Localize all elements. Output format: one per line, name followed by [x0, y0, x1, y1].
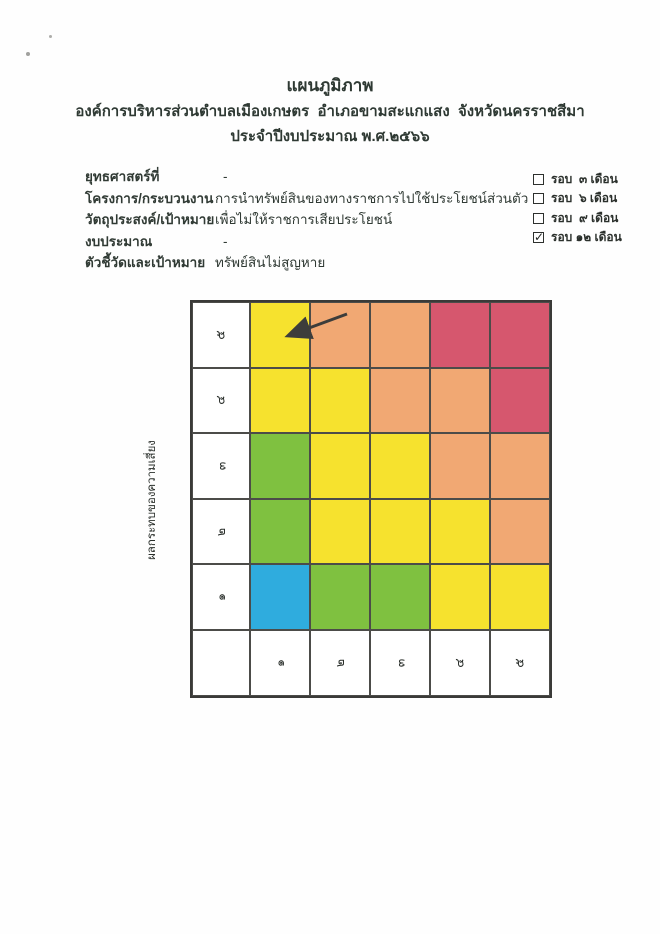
- x-axis-tick-cell: [250, 630, 310, 696]
- matrix-cell: [490, 302, 550, 368]
- checkbox-row: [533, 228, 622, 247]
- matrix-cell: [370, 368, 430, 434]
- matrix-cell: [250, 499, 310, 565]
- matrix-cell: [430, 564, 490, 630]
- matrix-cell: [370, 302, 430, 368]
- field-value: การนำทรัพย์สินของทางราชการไปใช้ประโยชน์ส่วนตัว: [215, 190, 529, 206]
- title-line-1: แผนภูมิภาพ: [286, 76, 374, 95]
- field-value: เพื่อไม่ให้ราชการเสียประโยชน์: [215, 212, 393, 227]
- scan-speck: [26, 52, 30, 56]
- matrix-cell: [250, 368, 310, 434]
- risk-matrix-grid: [190, 300, 552, 698]
- matrix-cell: [490, 433, 550, 499]
- axis-tick-label: ๑: [273, 659, 287, 667]
- field-value: -: [223, 169, 228, 184]
- axis-tick-label: ๔: [214, 395, 228, 406]
- matrix-cell: [310, 564, 370, 630]
- matrix-cell: [430, 433, 490, 499]
- checkbox-row: [533, 189, 622, 208]
- matrix-cell: [310, 499, 370, 565]
- field-value: -: [223, 233, 228, 249]
- axis-tick-label: ๒: [214, 527, 228, 536]
- matrix-cell: [490, 499, 550, 565]
- y-axis-tick-cell: [192, 302, 250, 368]
- y-axis-tick-cell: [192, 368, 250, 434]
- axis-tick-label: ๒: [333, 658, 347, 668]
- matrix-cell: [370, 433, 430, 499]
- matrix-cell: [370, 499, 430, 565]
- matrix-cell: [250, 564, 310, 630]
- checkbox-label: รอบ ๙ เดือน: [551, 210, 619, 225]
- field-indicator: [85, 252, 525, 274]
- matrix-cell: [430, 302, 490, 368]
- y-axis-tick-cell: [192, 499, 250, 565]
- field-strategy: [85, 166, 525, 188]
- title-line-3: ประจำปีงบประมาณ พ.ศ.๒๕๖๖: [230, 128, 430, 145]
- field-budget: [85, 231, 525, 253]
- axis-tick-label: ๑: [214, 593, 228, 602]
- axis-tick-label: ๓: [392, 658, 407, 668]
- y-axis-tick-cell: [192, 433, 250, 499]
- matrix-cell: [430, 499, 490, 565]
- field-value: ทรัพย์สินไม่สูญหาย: [215, 255, 326, 270]
- x-axis-tick-cell: [490, 630, 550, 696]
- matrix-cell: [310, 302, 370, 368]
- checkbox-icon: [533, 193, 544, 204]
- checkbox-label: รอบ ๖ เดือน: [551, 191, 618, 206]
- field-label: วัตถุประสงค์/เป้าหมาย: [85, 212, 215, 227]
- scan-speck: [49, 35, 52, 38]
- matrix-cell: [370, 564, 430, 630]
- checkbox-label: รอบ ๓ เดือน: [551, 172, 618, 187]
- checkbox-row: [533, 209, 622, 228]
- matrix-cell: [310, 433, 370, 499]
- matrix-cell: [250, 302, 310, 368]
- form-fields: [85, 166, 529, 274]
- matrix-cell: [250, 433, 310, 499]
- checkbox-row: [533, 170, 622, 189]
- checkbox-label: รอบ ๑๒ เดือน: [551, 230, 622, 245]
- checked-checkbox-icon: ✓: [534, 230, 545, 245]
- matrix-cell: [430, 368, 490, 434]
- matrix-corner-cell: [192, 630, 250, 696]
- matrix-cell: [490, 564, 550, 630]
- x-axis-tick-cell: [310, 630, 370, 696]
- y-axis-label: ผลกระทบของความเสี่ยง: [146, 440, 158, 560]
- review-period-checkboxes: [533, 170, 622, 247]
- title-line-2: องค์การบริหารส่วนตำบลเมืองเกษตร อำเภอขามสะแกแสง จังหวัดนครราชสีมา: [75, 103, 585, 120]
- axis-tick-label: ๕: [214, 330, 228, 340]
- field-project: [85, 188, 529, 210]
- field-label: ยุทธศาสตร์ที่: [85, 169, 160, 184]
- checkbox-icon: [533, 174, 544, 185]
- field-objective: [85, 209, 525, 231]
- checkbox-icon: [533, 213, 544, 224]
- matrix-cell: [490, 368, 550, 434]
- matrix-cell: [310, 368, 370, 434]
- axis-tick-label: ๕: [513, 658, 527, 668]
- field-label: งบประมาณ: [85, 233, 153, 249]
- axis-tick-label: ๔: [453, 658, 467, 668]
- x-axis-tick-cell: [370, 630, 430, 696]
- y-axis-tick-cell: [192, 564, 250, 630]
- document-title: [0, 73, 660, 149]
- x-axis-tick-cell: [430, 630, 490, 696]
- field-label: โครงการ/กระบวนงาน: [85, 190, 214, 206]
- field-label: ตัวชี้วัดและเป้าหมาย: [85, 255, 206, 270]
- axis-tick-label: ๓: [213, 461, 228, 471]
